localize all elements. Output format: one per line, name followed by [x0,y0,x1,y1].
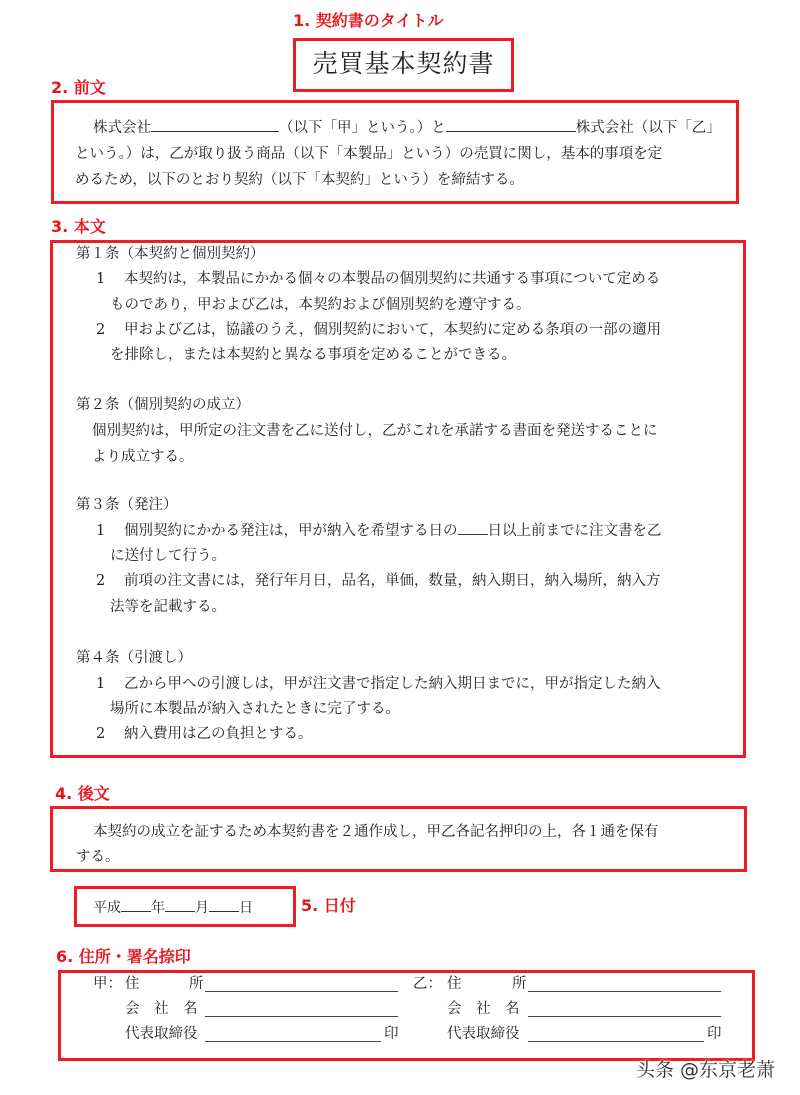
article-3-item-2-line-2: 法等を記載する。 [110,599,226,615]
party-a-company-label: 会 社 名 [125,1001,198,1017]
article-1-heading: 第１条（本契約と個別契約） [76,246,265,262]
article-4-item-2-number: 2 [96,726,106,742]
article-1-item-1-line-2: ものであり，甲および乙は，本契約および個別契約を遵守する。 [110,297,531,313]
party-b-representative-line[interactable] [528,1041,704,1042]
article-1-item-2-line-2: を排除し，または本契約と異なる事項を定めることができる。 [110,347,516,363]
party-b-marker: 乙： [413,976,442,992]
party-b-representative-label: 代表取締役 [447,1026,520,1042]
preamble-line-3: めるため，以下のとおり契約（以下「本契約」という）を締結する。 [75,172,524,188]
party-a-representative-label: 代表取締役 [125,1026,198,1042]
date-field [93,895,253,920]
party-a-marker: 甲： [93,976,122,992]
preamble-company-a-prefix: 株式会社 [93,120,151,136]
article-3-item-2-line-1: 前項の注文書には，発行年月日，品名，単価，数量，納入期日，納入場所，納入方 [124,573,661,589]
party-a-address-label-1: 住 [125,976,140,992]
date-year-label: 年 [151,900,165,916]
article-3-item-1-line-1 [124,518,662,544]
party-b-address-label-1: 住 [447,976,462,992]
article-4-item-1-line-1: 乙から甲への引渡しは，甲が注文書で指定した納入期日までに，甲が指定した納入 [124,676,661,692]
article-3-heading: 第３条（発注） [76,497,178,513]
annotation-label-title: 1. 契約書のタイトル [293,11,444,30]
party-a-representative-line[interactable] [205,1041,381,1042]
year-blank [121,895,151,912]
article-1-item-1-number: 1 [96,271,106,287]
article-3-item-2-number: 2 [96,573,106,589]
postamble-line-1: 本契約の成立を証するため本契約書を２通作成し，甲乙各記名押印の上，各１通を保有 [93,824,659,840]
article-4-item-1-number: 1 [96,676,106,692]
article-1-item-1-line-1: 本契約は，本製品にかかる個々の本製品の個別契約に共通する事項について定める [124,271,661,287]
company-b-blank [446,115,576,132]
party-a-address-label-2: 所 [189,976,204,992]
date-era: 平成 [93,900,121,916]
preamble-company-b-suffix: 株式会社（以下「乙」 [575,120,721,136]
title-box [293,38,514,92]
article-2-line-2: より成立する。 [92,449,194,465]
article-1-item-2-line-1: 甲および乙は，協議のうえ，個別契約において，本契約に定める条項の一部の適用 [124,322,662,338]
document-title: 売買基本契約書 [312,49,495,78]
day-blank [209,895,239,912]
article-4-item-2-line-1: 納入費用は乙の負担とする。 [124,726,313,742]
date-month-label: 月 [195,900,209,916]
annotation-label-signature: 6. 住所・署名捺印 [56,947,191,966]
postamble-line-2: する。 [76,849,120,865]
party-b-seal: 印 [707,1026,722,1042]
preamble-line-2: という。）は，乙が取り扱う商品（以下「本製品」という）の売買に関し，基本的事項を定 [75,146,663,162]
month-blank [165,895,195,912]
party-a-seal: 印 [384,1026,399,1042]
company-a-blank [151,115,279,132]
party-a-address-line[interactable] [205,991,398,992]
article-2-line-1: 個別契約は，甲所定の注文書を乙に送付し，乙がこれを承諾する書面を発送することに [92,423,658,439]
party-b-address-label-2: 所 [512,976,527,992]
article-3-item-1-text-b: 日以上前までに注文書を乙 [487,523,662,539]
date-day-label: 日 [239,900,253,916]
article-3-item-1-line-2: に送付して行う。 [110,548,226,564]
article-4-heading: 第４条（引渡し） [76,650,192,666]
party-a-company-line[interactable] [205,1016,398,1017]
days-blank [458,518,488,535]
preamble-line-1 [93,115,721,141]
article-3-item-1-text-a: 個別契約にかかる発注は，甲が納入を希望する日の [124,523,458,539]
watermark: 头条 @东京老萧 [636,1059,776,1081]
article-2-heading: 第２条（個別契約の成立） [76,397,250,413]
preamble-mid-text: （以下「甲」という。）と [279,120,446,136]
article-3-item-1-number: 1 [96,523,106,539]
annotation-label-postamble: 4. 後文 [55,784,110,803]
article-4-item-1-line-2: 場所に本製品が納入されたときに完了する。 [110,701,400,717]
party-b-address-line[interactable] [528,991,721,992]
annotation-label-date: 5. 日付 [301,896,356,915]
annotation-label-body: 3. 本文 [51,217,106,236]
party-b-company-line[interactable] [528,1016,721,1017]
annotation-label-preamble: 2. 前文 [51,78,106,97]
article-1-item-2-number: 2 [96,322,106,338]
party-b-company-label: 会 社 名 [447,1001,520,1017]
